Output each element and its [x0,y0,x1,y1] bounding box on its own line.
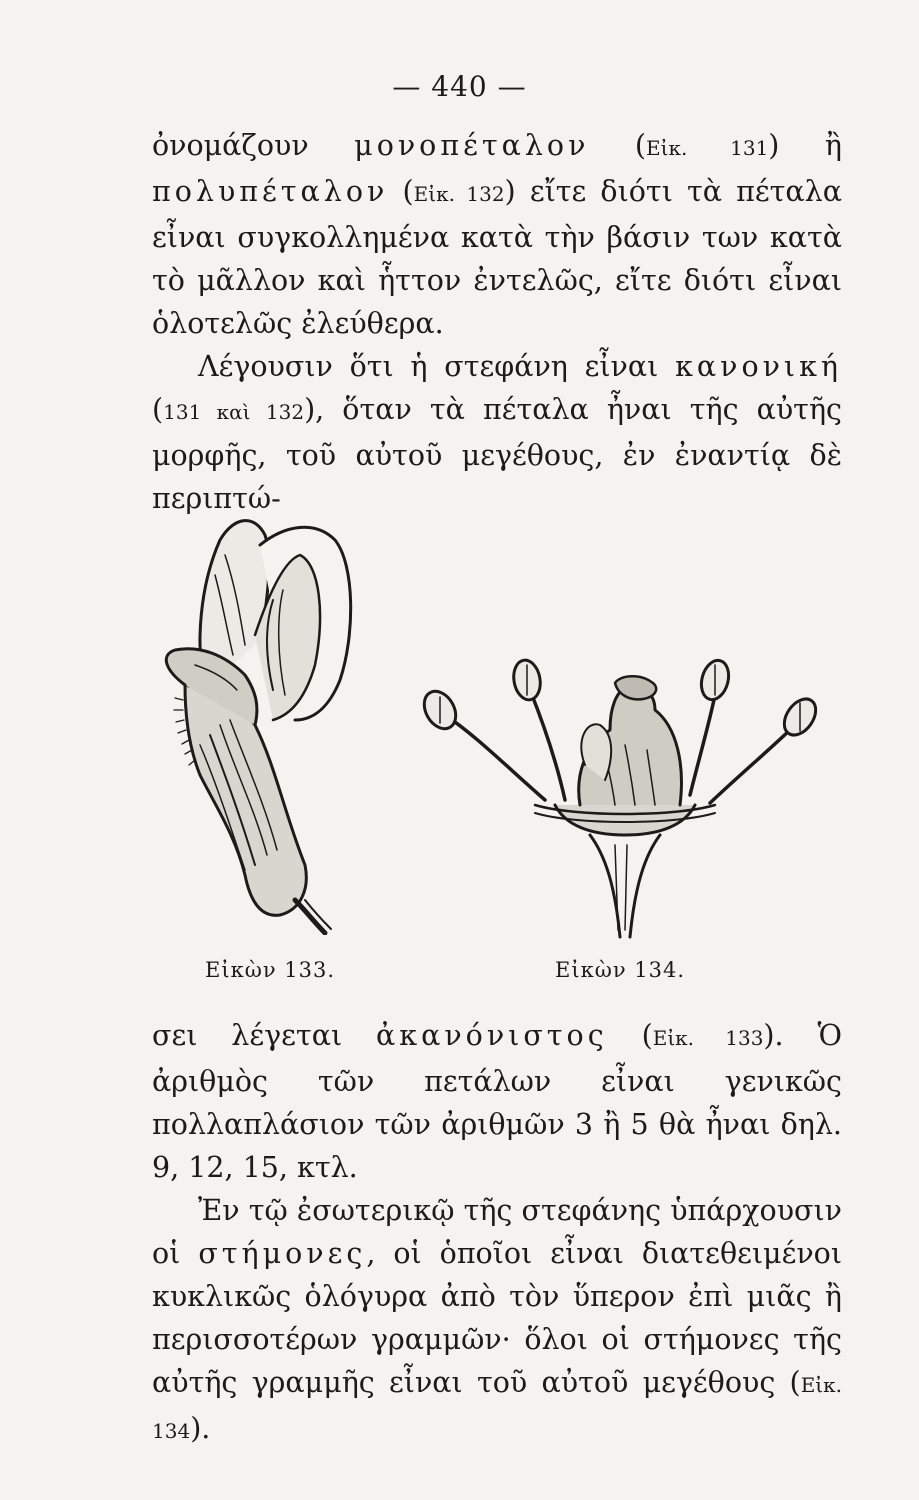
text-run: ) εἴτε διότι τὰ πέταλα εἶναι συγκολλημένα κατὰ τὴν βάσιν των κατὰ τὸ μᾶλλον καὶ ἧττον ἐντελῶς, εἴτε διότι εἶναι ὁλοτελῶς ἐλεύθερα. [152,175,842,340]
paragraph-stamens [152,1189,842,1453]
text-run: ) ἢ [768,129,842,162]
text-run: ). [190,1412,211,1445]
text-run: ( [607,1019,653,1052]
figure-reference: Εἰκ. 132 [413,182,505,206]
term-stimones: στήμονες [198,1237,367,1270]
figure-reference: Εἰκ. 133 [652,1026,764,1050]
figure-133-caption: Εἰκὼν 133. [205,958,336,982]
page-number: — 440 — [392,70,527,103]
term-polypetalon: πολυπέταλον [152,175,389,208]
text-block-bottom [152,1014,842,1453]
figure-134-caption: Εἰκὼν 134. [555,958,686,982]
text-run: Λέγουσιν ὅτι ἡ στεφάνη εἶναι [198,350,676,383]
paragraph-regular-corolla [152,345,842,520]
text-block-top [152,124,842,520]
figure-reference: Εἰκ. 134 [152,1373,842,1443]
figure-reference: Εἰκ. 131 [646,136,769,160]
text-run: ( [589,129,647,162]
stamens-pistil-flower-illustration [415,655,840,945]
text-run: ( [152,393,164,426]
text-run: Ἐν τῷ ἐσωτερικῷ τῆς στεφάνης ὑπάρχουσιν οἱ [152,1194,842,1270]
term-kanoniki: κανονική [675,350,842,383]
figure-reference: 131 καὶ 132 [163,400,305,424]
text-run: ( [388,175,414,208]
text-run: ). Ὁ ἀριθμὸς τῶν πετάλων εἶναι γενικῶς πολλαπλάσιον τῶν ἀριθμῶν 3 ἢ 5 θὰ ἦναι δηλ. 9, 12, 15, κτλ. [152,1019,843,1184]
term-monopetalon: μονοπέταλον [354,129,590,162]
paragraph-irregular-corolla [152,1014,842,1189]
irregular-corolla-flower-illustration [155,505,385,935]
text-run: , οἱ ὁποῖοι εἶναι διατεθειμένοι κυκλικῶς ὁλόγυρα ἀπὸ τὸν ὕπερον ἐπὶ μιᾶς ἢ περισσοτέρων γραμμῶν· ὅλοι οἱ στήμονες τῆς αὐτῆς γραμμῆς εἶναι τοῦ αὐτοῦ μεγέθους ( [152,1237,842,1399]
text-run: ), ὅταν τὰ πέταλα ἦναι τῆς αὐτῆς μορφῆς, τοῦ αὐτοῦ μεγέθους, ἐν ἐναντίᾳ δὲ περιπτώ- [152,393,842,515]
paragraph-continuation [152,124,842,345]
term-akanonistos: ἀκανόνιστος [376,1019,608,1052]
text-run: σει λέγεται [152,1019,377,1052]
text-run: ὀνομάζουν [152,129,355,162]
